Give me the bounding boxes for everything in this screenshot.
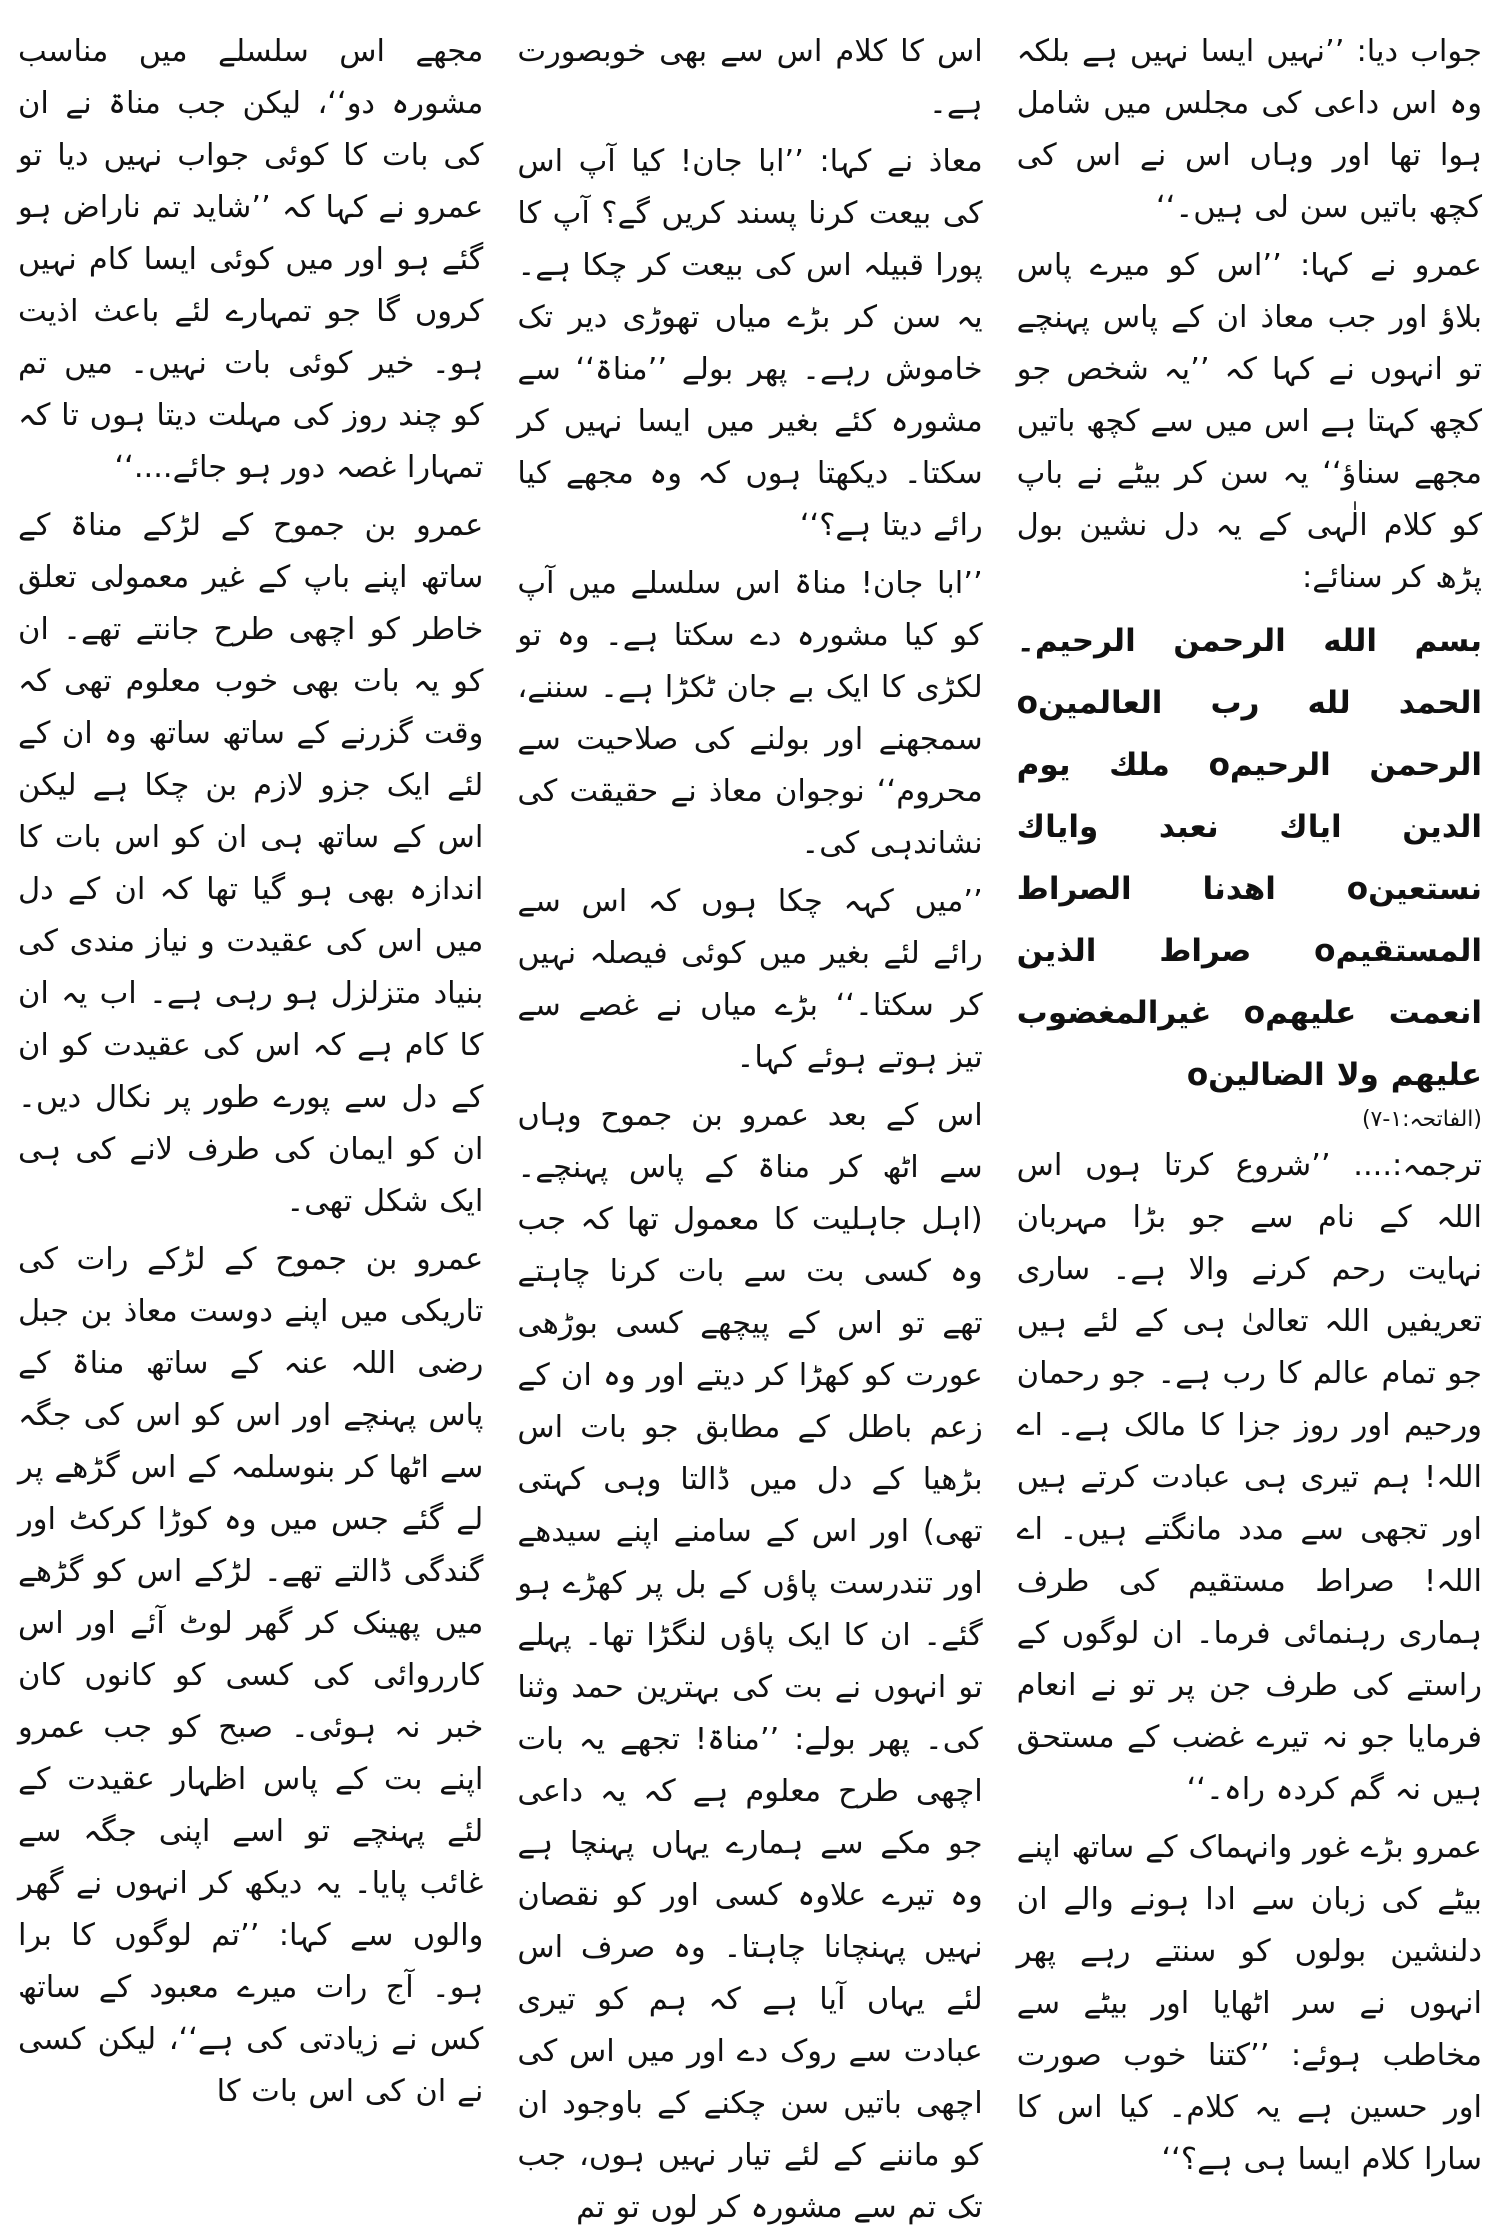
column-left [18, 26, 483, 2180]
paragraph: عمرو بن جموح کے لڑکے رات کی تاریکی میں اپنے دوست معاذ بن جبل رضی اللہ عنہ کے ساتھ مناۃ کے پاس پہنچے اور اس کو اس کی جگہ سے اٹھا کر بنوسلمہ کے اس گڑھے پر لے گئے جس میں وہ کوڑا کرکٹ اور گندگی ڈالتے تھے۔ لڑکے اس کو گڑھے میں پھینک کر گھر لوٹ آئے اور اس کارروائی کی کسی کو کانوں کان خبر نہ ہوئی۔ صبح کو جب عمرو اپنے بت کے پاس اظہار عقیدت کے لئے پہنچے تو اسے اپنی جگہ سے غائب پایا۔ یہ دیکھ کر انہوں نے گھر والوں سے کہا: ’’تم لوگوں کا برا ہو۔ آج رات میرے معبود کے ساتھ کس نے زیادتی کی ہے‘‘، لیکن کسی نے ان کی اس بات کا [18, 1242, 484, 2109]
column-right [1017, 26, 1482, 2180]
paragraph: عمرو نے کہا: ’’اس کو میرے پاس بلاؤ اور جب معاذ ان کے پاس پہنچے تو انہوں نے کہا کہ ’’یہ شخص جو کچھ کہتا ہے اس میں سے کچھ باتیں مجھے سناؤ‘‘ یہ سن کر بیٹے نے باپ کو کلام الٰہی کے یہ دل نشین بول پڑھ کر سنائے: [1016, 248, 1482, 595]
paragraph: ترجمہ:.... ’’شروع کرتا ہوں اس اللہ کے نام سے جو بڑا مہربان نہایت رحم کرنے والا ہے۔ ساری تعریفیں اللہ تعالیٰ ہی کے لئے ہیں جو تمام عالم کا رب ہے۔ جو رحمان ورحیم اور روز جزا کا مالک ہے۔ اے اللہ! ہم تیری ہی عبادت کرتے ہیں اور تجھی سے مدد مانگتے ہیں۔ اے اللہ! صراط مستقیم کی طرف ہماری رہنمائی فرما۔ ان لوگوں کے راستے کی طرف جن پر تو نے انعام فرمایا جو نہ تیرے غضب کے مستحق ہیں نہ گم کردہ راہ۔‘‘ [1016, 1148, 1482, 1807]
paragraph: ’’ابا جان! مناۃ اس سلسلے میں آپ کو کیا مشورہ دے سکتا ہے۔ وہ تو لکڑی کا ایک بے جان ٹکڑا ہے۔ سننے، سمجھنے اور بولنے کی صلاحیت سے محروم‘‘ نوجوان معاذ نے حقیقت کی نشاندہی کی۔ [517, 566, 983, 861]
paragraph: معاذ نے کہا: ’’ابا جان! کیا آپ اس کی بیعت کرنا پسند کریں گے؟ آپ کا پورا قبیلہ اس کی بیعت کر چکا ہے۔ یہ سن کر بڑے میاں تھوڑی دیر تک خاموش رہے۔ پھر بولے ’’مناۃ‘‘ سے مشورہ کئے بغیر میں ایسا نہیں کر سکتا۔ دیکھتا ہوں کہ وہ مجھے کیا رائے دیتا ہے؟‘‘ [517, 144, 983, 543]
paragraph: عمرو بن جموح کے لڑکے مناۃ کے ساتھ اپنے باپ کے غیر معمولی تعلق خاطر کو اچھی طرح جانتے تھے۔ ان کو یہ بات بھی خوب معلوم تھی کہ وقت گزرنے کے ساتھ ساتھ وہ ان کے لئے ایک جزو لازم بن چکا ہے لیکن اس کے ساتھ ہی ان کو اس بات کا اندازہ بھی ہو گیا تھا کہ ان کے دل میں اس کی عقیدت و نیاز مندی کی بنیاد متزلزل ہو رہی ہے۔ اب یہ ان کا کام ہے کہ اس کی عقیدت کو ان کے دل سے پورے طور پر نکال دیں۔ ان کو ایمان کی طرف لانے کی ہی ایک شکل تھی۔ [18, 508, 484, 1219]
quran-verse: بسم الله الرحمن الرحيم۔ الحمد لله رب العالمينo الرحمن الرحيمo ملك يوم الدين اياك نعبد واياك نستعينo اهدنا الصراط المستقيمo صراط الذين انعمت عليهمo غيرالمغضوب عليهم ولا الضالينo [1016, 623, 1482, 1093]
paragraph: مجھے اس سلسلے میں مناسب مشورہ دو‘‘، لیکن جب مناۃ نے ان کی بات کا کوئی جواب نہیں دیا تو عمرو نے کہا کہ ’’شاید تم ناراض ہو گئے ہو اور میں کوئی ایسا کام نہیں کروں گا جو تمہارے لئے باعث اذیت ہو۔ خیر کوئی بات نہیں۔ میں تم کو چند روز کی مہلت دیتا ہوں تا کہ تمہارا غصہ دور ہو جائے....‘‘ [18, 34, 484, 485]
paragraph: اس کا کلام اس سے بھی خوبصورت ہے۔ [517, 34, 983, 121]
paragraph: اس کے بعد عمرو بن جموح وہاں سے اٹھ کر مناۃ کے پاس پہنچے۔ (اہل جاہلیت کا معمول تھا کہ جب وہ کسی بت سے بات کرنا چاہتے تھے تو اس کے پیچھے کسی بوڑھی عورت کو کھڑا کر دیتے اور وہ ان کے زعم باطل کے مطابق جو بات اس بڑھیا کے دل میں ڈالتا وہی کہتی تھی) اور اس کے سامنے اپنے سیدھے اور تندرست پاؤں کے بل پر کھڑے ہو گئے۔ ان کا ایک پاؤں لنگڑا تھا۔ پہلے تو انہوں نے بت کی بہترین حمد وثنا کی۔ پھر بولے: ’’مناۃ! تجھے یہ بات اچھی طرح معلوم ہے کہ یہ داعی جو مکے سے ہمارے یہاں پہنچا ہے وہ تیرے علاوہ کسی اور کو نقصان نہیں پہنچانا چاہتا۔ وہ صرف اس لئے یہاں آیا ہے کہ ہم کو تیری عبادت سے روک دے اور میں اس کی اچھی باتیں سن چکنے کے باوجود ان کو ماننے کے لئے تیار نہیں ہوں، جب تک تم سے مشورہ کر لوں تو تم [517, 1098, 983, 2225]
paragraph: جواب دیا: ’’نہیں ایسا نہیں ہے بلکہ وہ اس داعی کی مجلس میں شامل ہوا تھا اور وہاں اس نے اس کی کچھ باتیں سن لی ہیں۔‘‘ [1016, 34, 1482, 225]
paragraph: ’’میں کہہ چکا ہوں کہ اس سے رائے لئے بغیر میں کوئی فیصلہ نہیں کر سکتا۔‘‘ بڑے میاں نے غصے سے تیز ہوتے ہوئے کہا۔ [517, 884, 983, 1075]
verse-reference: (الفاتحہ:۱-۷) [1361, 1107, 1482, 1132]
column-middle [517, 26, 983, 2225]
paragraph: عمرو بڑے غور وانہماک کے ساتھ اپنے بیٹے کی زبان سے ادا ہونے والے ان دلنشین بولوں کو سنتے رہے پھر انہوں نے سر اٹھایا اور بیٹے سے مخاطب ہوئے: ’’کتنا خوب صورت اور حسین ہے یہ کلام۔ کیا اس کا سارا کلام ایسا ہی ہے؟‘‘ [1016, 1830, 1482, 2177]
